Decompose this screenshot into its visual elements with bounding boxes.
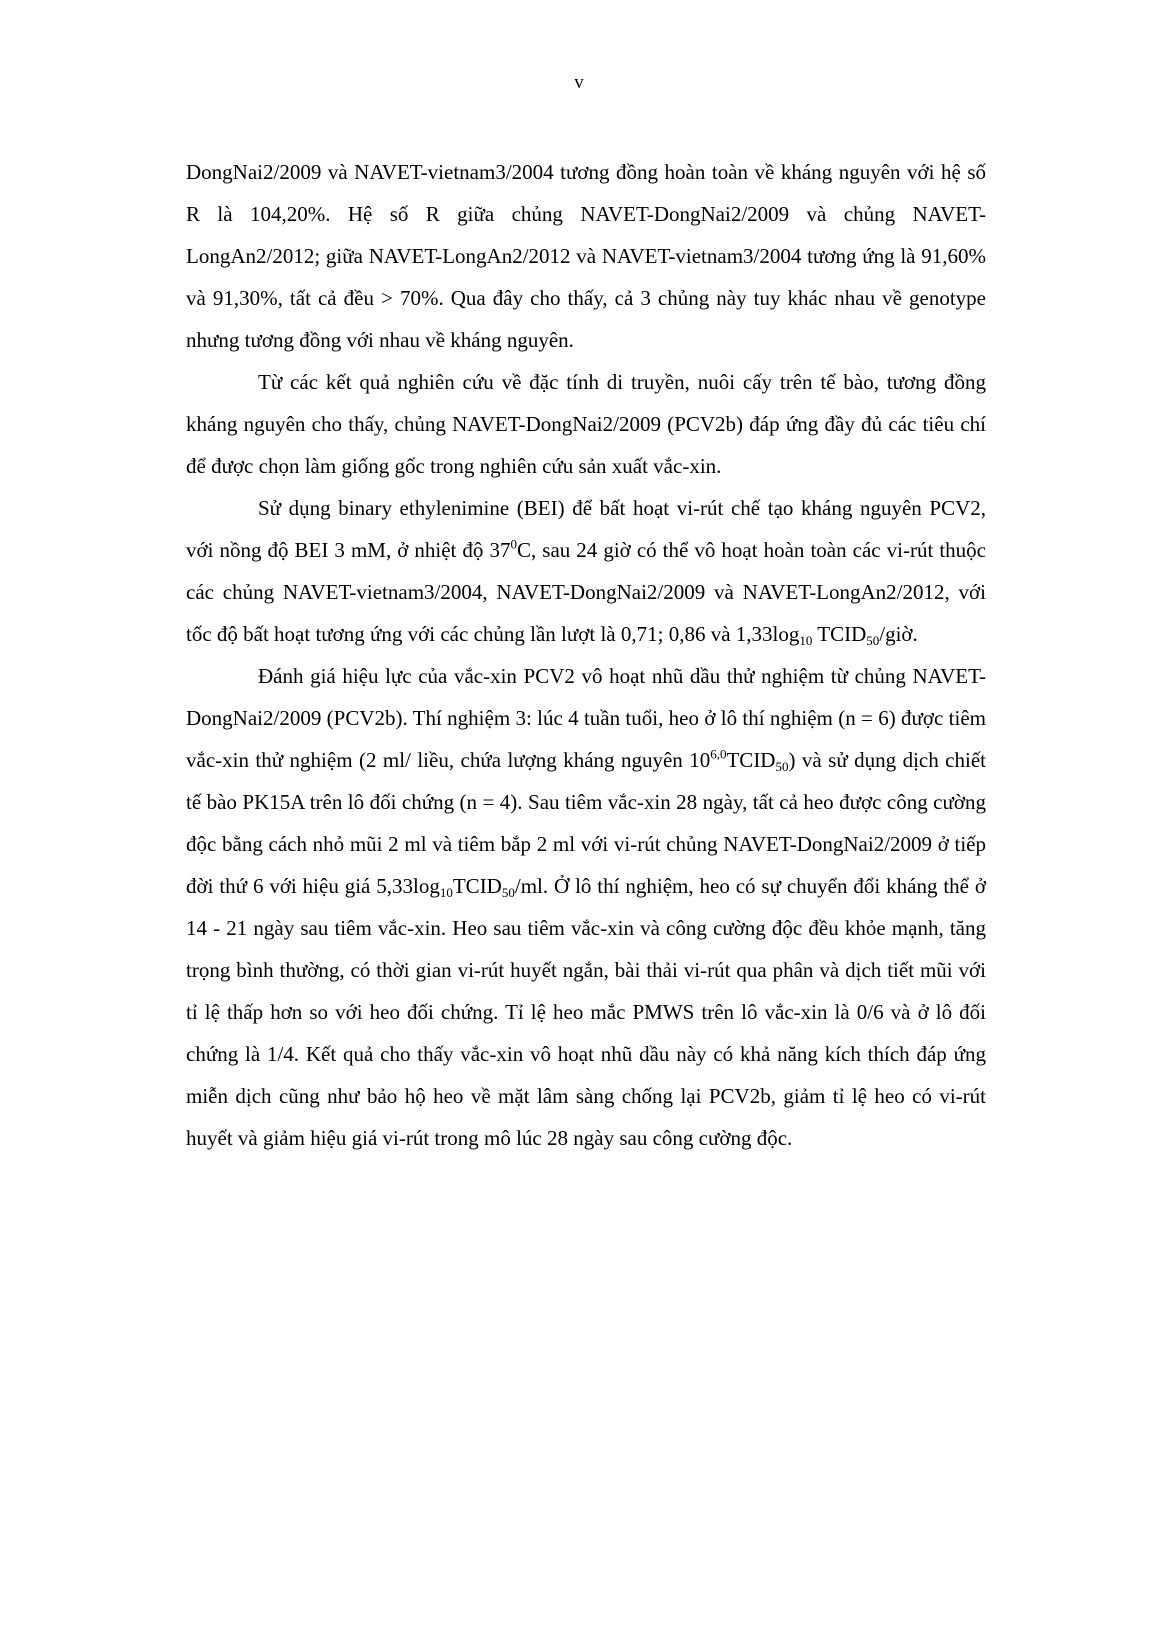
- paragraph-1: [186, 151, 986, 361]
- subscript: 50: [775, 758, 789, 774]
- paragraph-2: [186, 361, 986, 487]
- text-run: TCID: [452, 874, 502, 898]
- text-run: /ml. Ở lô thí nghiệm, heo có sự chuyển đổi kháng thể ở 14 - 21 ngày sau tiêm vắc-xin. Heo sau tiêm vắc-xin và công cường độc đều khỏe mạnh, tăng trọng bình thường, có thời gian vi-rút huyết ngắn, bài thải vi-rút qua phân và dịch tiết mũi với tỉ lệ thấp hơn so với heo đối chứng. Tỉ lệ heo mắc PMWS trên lô vắc-xin là 0/6 và ở lô đối chứng là 1/4. Kết quả cho thấy vắc-xin vô hoạt nhũ dầu này có khả năng kích thích đáp ứng miễn dịch cũng như bảo hộ heo về mặt lâm sàng chống lại PCV2b, giảm tỉ lệ heo có vi-rút huyết và giảm hiệu giá vi-rút trong mô lúc 28 ngày sau công cường độc.: [186, 874, 986, 1150]
- paragraph-4: [186, 655, 986, 1159]
- text-run: C, sau 24 giờ có thể vô hoạt hoàn toàn các vi-rút thuộc các chủng NAVET-vietnam3/2004, NAVET-DongNai2/2009 và NAVET-LongAn2/2012, với tốc độ bất hoạt tương ứng với các chủng lần lượt là 0,71; 0,86 và 1,33log: [186, 538, 987, 646]
- subscript: 10: [439, 884, 453, 900]
- subscript: 50: [501, 884, 515, 900]
- paragraph-3: [186, 487, 986, 655]
- text-run: TCID: [812, 622, 867, 646]
- superscript: 0: [510, 536, 517, 552]
- subscript: 10: [799, 632, 813, 648]
- text-run: DongNai2/2009 và NAVET-vietnam3/2004 tương đồng hoàn toàn về kháng nguyên với hệ số R là 104,20%. Hệ số R giữa chủng NAVET-DongNai2/2009 và chủng NAVET-LongAn2/2012; giữa NAVET-LongAn2/2012 và NAVET-vietnam3/2004 tương ứng là 91,60% và 91,30%, tất cả đều > 70%. Qua đây cho thấy, cả 3 chủng này tuy khác nhau về genotype nhưng tương đồng với nhau về kháng nguyên.: [186, 160, 986, 352]
- text-run: /giờ.: [879, 622, 918, 646]
- superscript: 6,0: [710, 746, 727, 762]
- text-run: TCID: [726, 748, 776, 772]
- subscript: 50: [866, 632, 880, 648]
- page-number: v: [574, 72, 584, 93]
- body-text: [186, 151, 986, 1159]
- text-run: Đánh giá hiệu lực của vắc-xin PCV2 vô hoạt nhũ dầu thử nghiệm từ chủng NAVET-DongNai2/2009 (PCV2b). Thí nghiệm 3: lúc 4 tuần tuổi, heo ở lô thí nghiệm (n = 6) được tiêm vắc-xin thử nghiệm (2 ml/ liều, chứa lượng kháng nguyên 10: [186, 664, 986, 772]
- text-run: ) và sử dụng dịch chiết tế bào PK15A trên lô đối chứng (n = 4). Sau tiêm vắc-xin 28 ngày, tất cả heo được công cường độc bằng cách nhỏ mũi 2 ml và tiêm bắp 2 ml với vi-rút chủng NAVET-DongNai2/2009 ở tiếp đời thứ 6 với hiệu giá 5,33log: [186, 748, 986, 898]
- text-run: Từ các kết quả nghiên cứu về đặc tính di truyền, nuôi cấy trên tế bào, tương đồng kháng nguyên cho thấy, chủng NAVET-DongNai2/2009 (PCV2b) đáp ứng đầy đủ các tiêu chí để được chọn làm giống gốc trong nghiên cứu sản xuất vắc-xin.: [186, 370, 986, 478]
- text-run: Sử dụng binary ethylenimine (BEI) để bất hoạt vi-rút chế tạo kháng nguyên PCV2, với nồng độ BEI 3 mM, ở nhiệt độ 37: [186, 496, 986, 562]
